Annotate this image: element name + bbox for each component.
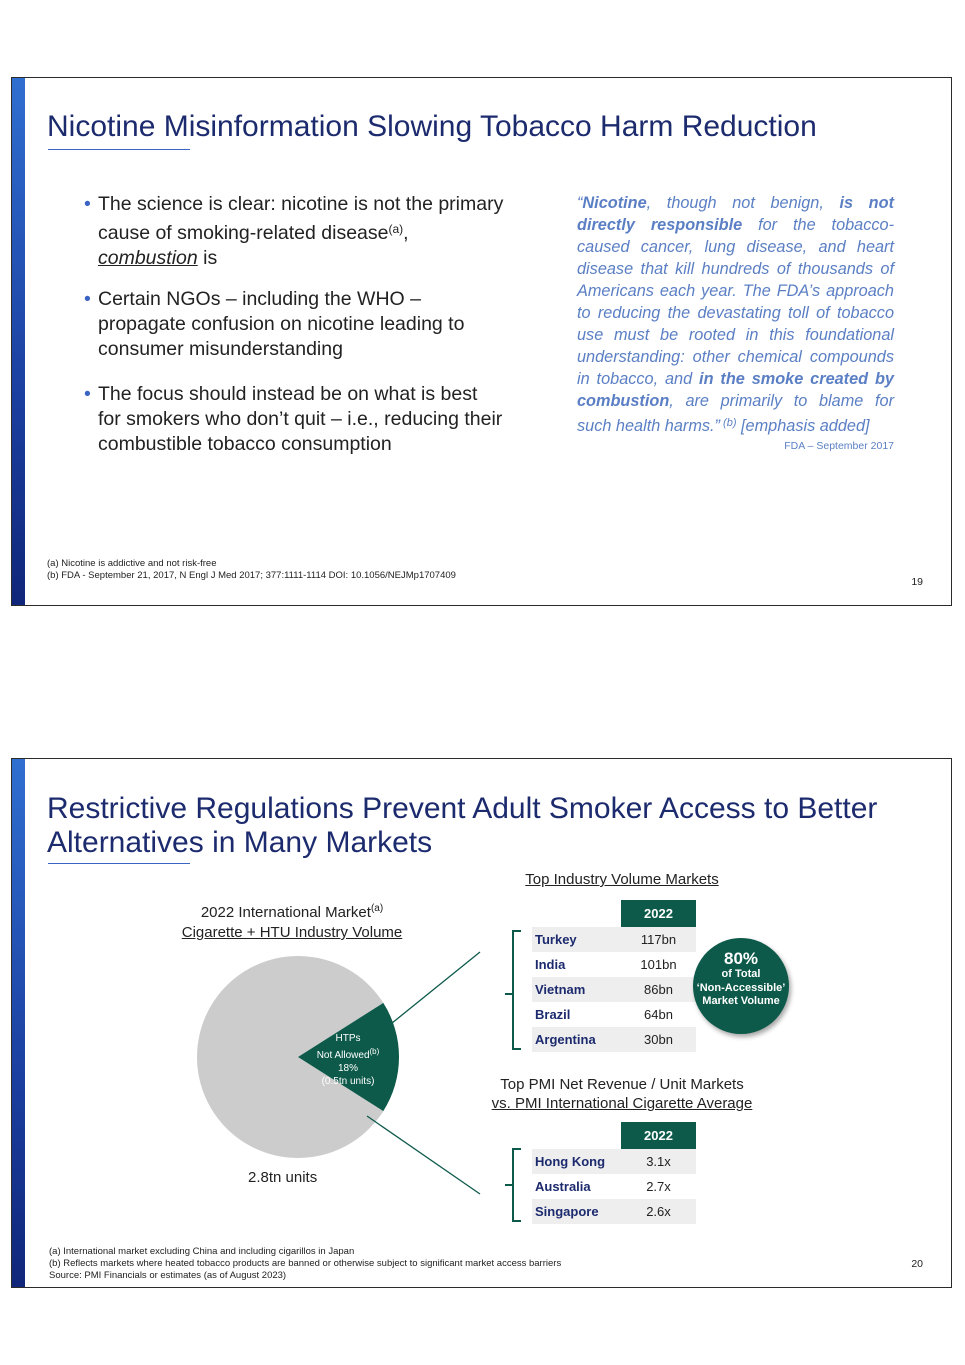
title-underline — [48, 149, 190, 150]
revenue-per-unit-table — [532, 1122, 696, 1224]
table-row: Brazil 64bn — [535, 1007, 673, 1022]
bullet-list — [84, 192, 504, 473]
total-units: 2.8tn units — [248, 1169, 318, 1186]
table-row: Argentina 30bn — [532, 1027, 696, 1052]
pie-title: 2022 International Market$^{(a)}$ Cigarette + HTU Industry Volume — [181, 903, 403, 941]
fda-quote: “Nicotine, though not benign, is not directly responsible for the tobacco-caused cancer, lung disease, and heart disease that kill hundreds of thousands of Americans each year. The FDA’s approach to reducing the devastating toll of tobacco use must be rooted in this foundational understanding: other chemical compounds in tobacco, and in the smoke created by combustion, are primarily to blame for such health harms.” $^{(b)}$ [emphasis added] — [577, 194, 894, 435]
slide-20 — [11, 758, 952, 1288]
bracket-bottom — [505, 1149, 521, 1221]
bracket-top — [505, 931, 521, 1049]
footnotes: (a) Nicotine is addictive and not risk-free (b) FDA - September 21, 2017, N Engl J Med 2017; 377:1111-1114 DOI: 10.1056/NEJMp1707409 — [47, 558, 456, 581]
table-row: India 101bn — [535, 957, 677, 972]
slide-19 — [11, 77, 952, 606]
slide-accent-bar — [12, 78, 25, 605]
table1-year-header: 2022 — [621, 900, 696, 927]
table2-title: Top PMI Net Revenue / Unit Markets vs. PMI International Cigarette Average — [491, 1076, 753, 1112]
slide-title: Nicotine Misinformation Slowing Tobacco Harm Reduction — [47, 110, 817, 143]
bullet-2: • Certain NGOs – including the WHO – propagate confusion on nicotine leading to consumer misunderstanding — [84, 287, 504, 362]
footnotes: (a) International market excluding China and including cigarillos in Japan (b) Reflects markets where heated tobacco products are banned or otherwise subject to significant market access barriers Source: PMI Financials or estimates (as of August 2023) — [49, 1246, 562, 1281]
quote-source: FDA – September 2017 — [784, 440, 894, 452]
table-row: Australia 2.7x — [535, 1179, 671, 1194]
connector-line-bottom — [367, 1116, 480, 1194]
slice-label: HTPs Not Allowed$^{(b)}$ 18% (0.5tn units) — [316, 1033, 380, 1087]
page-number: 19 — [911, 576, 923, 588]
page-number: 20 — [911, 1258, 923, 1270]
bullet-3: • The focus should instead be on what is best for smokers who don’t quit – i.e., reducing their combustible tobacco consumption — [84, 382, 504, 457]
bullet-1: • The science is clear: nicotine is not the primary cause of smoking-related disease$^{(a)}$, combustion is — [84, 192, 504, 271]
table-row: Singapore 2.6x — [532, 1199, 696, 1224]
industry-volume-table — [532, 900, 696, 1052]
table1-title: Top Industry Volume Markets — [525, 871, 719, 888]
table-row: Hong Kong 3.1x — [532, 1149, 696, 1174]
slide-title: Restrictive Regulations Prevent Adult Smoker Access to Better Alternatives in Many Markets — [47, 792, 878, 859]
table-row: Turkey 117bn — [532, 927, 696, 952]
pie-chart — [12, 759, 951, 1287]
table2-year-header: 2022 — [621, 1122, 696, 1149]
connector-line-top — [376, 952, 480, 1036]
table-row: Vietnam 86bn — [532, 977, 696, 1002]
non-accessible-callout: 80% of Total ‘Non-Accessible’ Market Volume — [693, 938, 789, 1034]
